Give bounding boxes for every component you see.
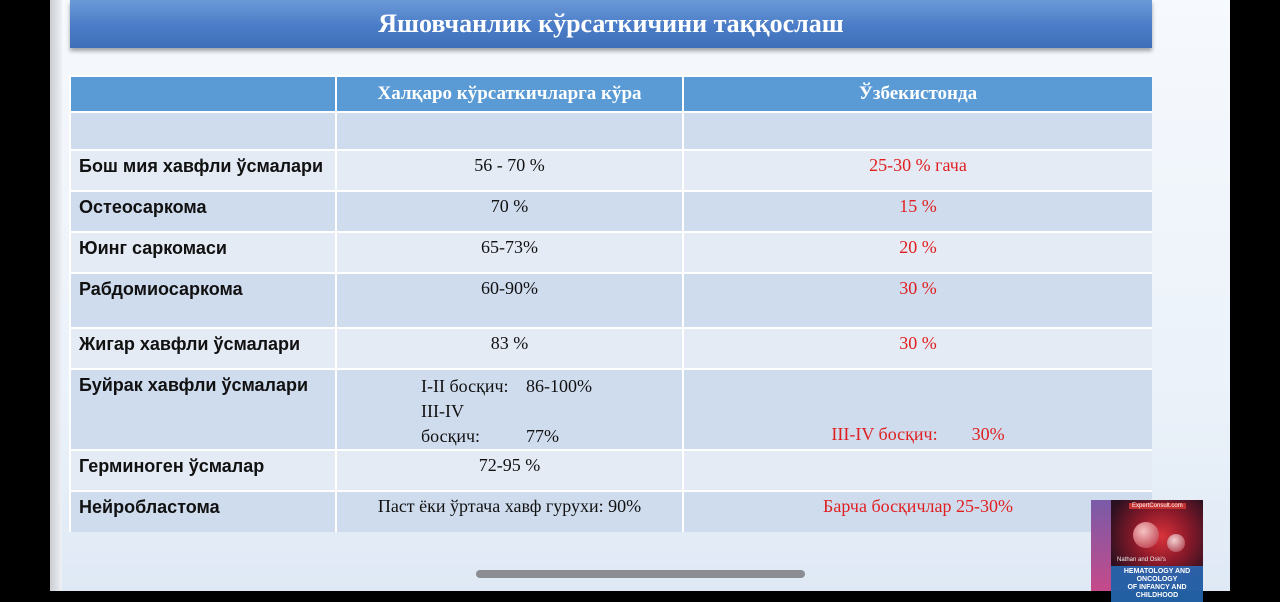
book-spine [1091, 500, 1111, 591]
book-site-label: ExpertConsult.com [1129, 503, 1186, 509]
intl-value: 70 % [336, 191, 683, 232]
row-label: Буйрак хавфли ўсмалари [70, 369, 336, 450]
uz-value: 15 % [683, 191, 1152, 232]
stage-label: III-IV босқич: [831, 424, 938, 444]
table-row [70, 273, 1152, 328]
table-row [70, 232, 1152, 273]
row-label: Остеосаркома [70, 191, 336, 232]
book-title [1111, 566, 1203, 602]
table-row [70, 450, 1152, 491]
table-row [70, 369, 1152, 450]
book-title-line: OF INFANCY AND CHILDHOOD [1127, 584, 1187, 599]
table-row [70, 328, 1152, 369]
stage-value: 77% [526, 426, 559, 446]
stage-pair [337, 399, 682, 449]
intl-value: Паст ёки ўртача хавф гурухи: 90% [336, 491, 683, 532]
table-row [70, 191, 1152, 232]
row-label: Юинг саркомаси [70, 232, 336, 273]
intl-value: 60-90% [336, 273, 683, 328]
header-uzbekistan: Ўзбекистонда [683, 76, 1152, 112]
intl-value: 65-73% [336, 232, 683, 273]
intl-value: 56 - 70 % [336, 150, 683, 191]
table-row [70, 150, 1152, 191]
row-label: Герминоген ўсмалар [70, 450, 336, 491]
header-empty [70, 76, 336, 112]
table-header-row [70, 76, 1152, 112]
slide-edge [50, 0, 62, 591]
intl-value: 83 % [336, 328, 683, 369]
stage-label: I-II босқич: [421, 376, 509, 396]
uz-value: Барча босқичлар 25-30% [683, 491, 1152, 532]
table-cell [336, 112, 683, 150]
title-bar [70, 0, 1152, 48]
stage-pair [337, 374, 682, 399]
row-label: Рабдомиосаркома [70, 273, 336, 328]
survival-comparison-table [69, 75, 1152, 532]
header-international: Халқаро кўрсаткичларга кўра [336, 76, 683, 112]
blood-cell-icon [1133, 522, 1159, 548]
stage-value: 86-100% [526, 376, 592, 396]
blood-cell-icon [1167, 534, 1185, 552]
uz-value: 25-30 % гача [683, 150, 1152, 191]
table-cell [683, 112, 1152, 150]
row-label: Бош мия хавфли ўсмалари [70, 150, 336, 191]
uz-value-stage [683, 369, 1152, 450]
intl-value-stages [336, 369, 683, 450]
table-row [70, 491, 1152, 532]
uz-value: 30 % [683, 273, 1152, 328]
uz-value [683, 450, 1152, 491]
stage-label: III-IV босқич: [421, 401, 481, 446]
book-authors: Nathan and Oski's [1117, 557, 1166, 563]
book-title-line: HEMATOLOGY AND ONCOLOGY [1123, 568, 1191, 583]
horizontal-scrollbar[interactable] [476, 570, 805, 578]
uz-value: 30 % [683, 328, 1152, 369]
intl-value: 72-95 % [336, 450, 683, 491]
uz-value: 20 % [683, 232, 1152, 273]
stage-value: 30% [971, 424, 1005, 444]
table-cell [70, 112, 336, 150]
book-cover-thumbnail[interactable] [1091, 500, 1203, 599]
row-label: Жигар хавфли ўсмалари [70, 328, 336, 369]
table-row-empty [70, 112, 1152, 150]
slide-title: Яшовчанлик кўрсаткичини таққослаш [378, 9, 844, 38]
row-label: Нейробластома [70, 491, 336, 532]
